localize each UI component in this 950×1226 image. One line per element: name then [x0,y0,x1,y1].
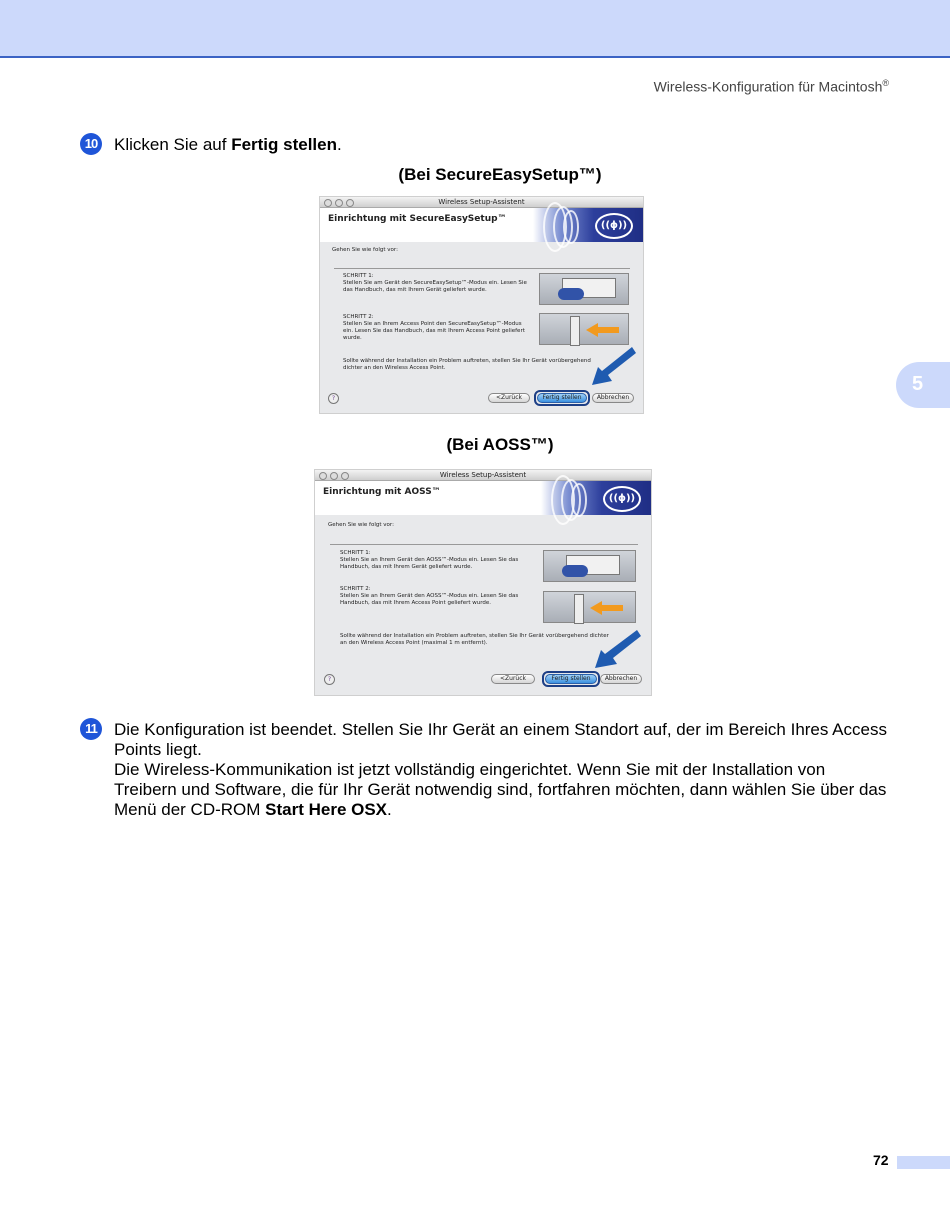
step1-block [343,273,533,294]
help-button[interactable]: ? [328,393,339,404]
note-text: Sollte während der Installation ein Problem auftreten, stellen Sie Ihr Gerät vorübergehend dichter an den Wireless Access Point. [343,358,591,371]
step1-title: SCHRITT 1: [340,550,371,556]
wireless-banner [533,208,643,242]
step-11-line2 [114,760,889,820]
caption-securesetup: (Bei SecureEasySetup™) [398,165,602,184]
step-10-badge: 10 [80,133,102,155]
page-number: 72 [873,1152,889,1168]
cancel-button[interactable]: Abbrechen [592,393,634,403]
page-number-bar [897,1156,950,1169]
dialog-securesetup [319,196,644,414]
dialog-heading: Einrichtung mit SecureEasySetup™ [328,214,507,224]
step1-text: Stellen Sie am Gerät den SecureEasySetup™-Modus ein. Lesen Sie das Handbuch, das mit Ihrem Gerät geliefert wurde. [343,280,527,293]
note-text: Sollte während der Installation ein Problem auftreten, stellen Sie Ihr Gerät vorübergehend dichter an den Wireless Access Point (maximal 1 m entfernt). [340,633,609,646]
step-11-line2-end: . [387,800,392,819]
dialog-head [315,481,651,515]
step2-block [340,586,540,607]
finish-button[interactable]: Fertig stellen [537,393,587,403]
header-title: Wireless-Konfiguration für Macintosh [653,78,883,95]
page-header [654,78,889,95]
back-button[interactable]: <Zurück [491,674,535,684]
dialog-titlebar [315,470,651,481]
printer-image [539,273,629,305]
printer-image [543,550,636,582]
dialog-titlebar [320,197,643,208]
step-10-text-before: Klicken Sie auf [114,135,232,154]
caption-aoss: (Bei AOSS™) [446,435,554,454]
step1-title: SCHRITT 1: [343,273,374,279]
step2-title: SCHRITT 2: [340,586,371,592]
pointer-arrow-icon [590,345,636,387]
intro-text: Gehen Sie wie folgt vor: [332,247,398,253]
step-11-badge: 11 [80,718,102,740]
divider [330,544,638,545]
access-point-image [539,313,629,345]
pointer-arrow-icon [593,628,641,670]
step2-block [343,314,533,342]
divider [334,268,630,269]
chapter-tab [896,362,950,408]
wireless-logo-icon: ((ϕ)) [603,486,641,512]
cancel-button[interactable]: Abbrechen [600,674,642,684]
access-point-image [543,591,636,623]
dialog-aoss [314,469,652,696]
wireless-logo-icon: ((ϕ)) [595,213,633,239]
chapter-number: 5 [912,373,924,395]
finish-button[interactable]: Fertig stellen [545,674,597,684]
step-11-text [114,720,889,820]
dialog-heading: Einrichtung mit AOSS™ [323,487,441,497]
step2-text: Stellen Sie an Ihrem Gerät den AOSS™-Modus ein. Lesen Sie das Handbuch, das mit Ihrem Access Point geliefert wurde. [340,593,519,606]
step-11-line2-text: Die Wireless-Kommunikation ist jetzt vollständig eingerichtet. Wenn Sie mit der Installation von Treibern und Software, die für Ihr Gerät notwendig sind, fortfahren möchten, dann wählen Sie über das Menü der CD-ROM [114,760,887,819]
back-button[interactable]: <Zurück [488,393,530,403]
step1-text: Stellen Sie an Ihrem Gerät den AOSS™-Modus ein. Lesen Sie das Handbuch, das mit Ihrem Gerät geliefert wurde. [340,557,519,570]
step-10-text [114,135,342,155]
wireless-banner [541,481,651,515]
step-10-bold: Fertig stellen [231,135,337,154]
dialog-head [320,208,643,242]
step1-block [340,550,540,571]
step2-text: Stellen Sie an Ihrem Access Point den SecureEasySetup™-Modus ein. Lesen Sie das Handbuch, das mit Ihrem Access Point geliefert wurde. [343,321,525,341]
help-button[interactable]: ? [324,674,335,685]
header-band [0,0,950,58]
step2-title: SCHRITT 2: [343,314,374,320]
step-10-text-after: . [337,135,342,154]
window-title: Wireless Setup-Assistent [438,198,525,206]
window-title: Wireless Setup-Assistent [439,471,527,479]
registered-mark: ® [882,78,889,88]
start-here-osx-label: Start Here OSX [265,800,388,819]
step-11-line1: Die Konfiguration ist beendet. Stellen Sie Ihr Gerät an einem Standort auf, der im Bereich Ihres Access Points liegt. [114,720,887,759]
intro-text: Gehen Sie wie folgt vor: [328,522,394,528]
